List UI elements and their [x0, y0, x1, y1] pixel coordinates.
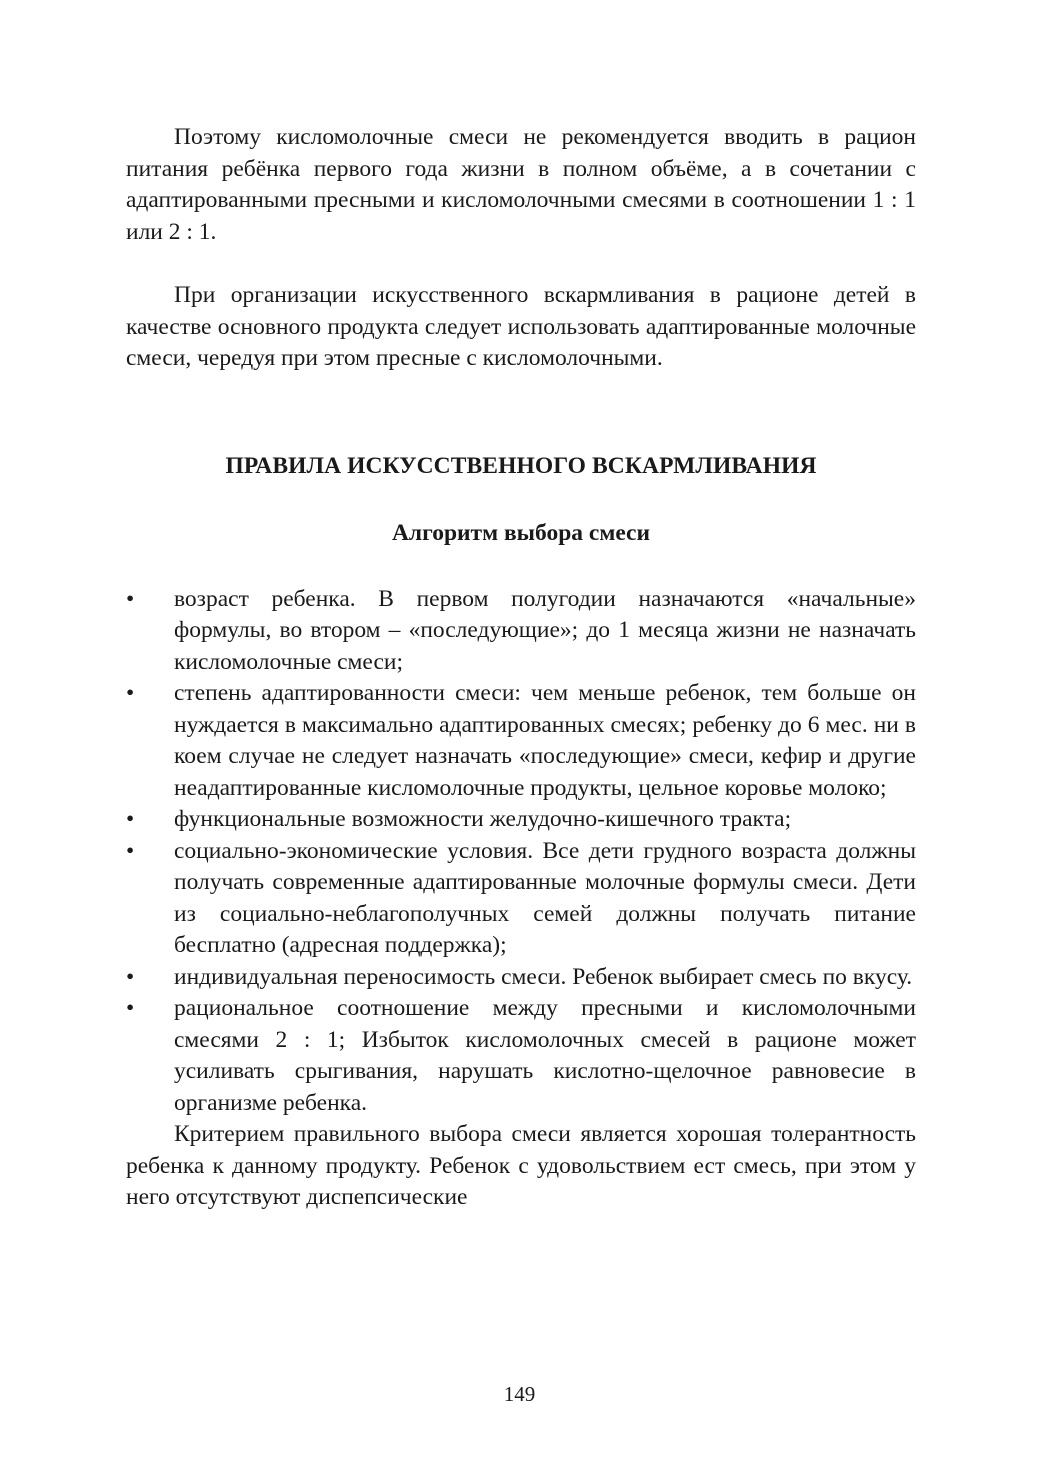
bullet-icon: • [126, 963, 135, 990]
page-number: 149 [503, 1382, 536, 1406]
document-page [126, 122, 916, 1214]
list-item [126, 584, 916, 679]
section-title: ПРАВИЛА ИСКУССТВЕННОГО ВСКАРМЛИВАНИЯ [225, 452, 817, 479]
list-item-text: индивидуальная переносимость смеси. Ребенок выбирает смесь по вкусу. [174, 963, 913, 990]
subsection-title: Алгоритм выбора смеси [391, 520, 651, 546]
list-item [126, 836, 916, 962]
bullet-icon: • [126, 806, 135, 832]
list-item-text: возраст ребенка. В первом полугодии назначаются «начальные» формулы, во втором – «последующие»; до 1 месяца жизни не назначать кисломолочные смеси; [174, 585, 916, 675]
criteria-list [126, 584, 916, 1120]
list-item-text: степень адаптированности смеси: чем меньше ребенок, тем больше он нуждается в максимально адаптированных смесях; ребенку до 6 мес. ни в коем случае не следует назначать «последующие» смеси, кефир и другие неадаптированные кисломолочные продукты, цельное коровье молоко; [174, 680, 916, 801]
closing-paragraph: Критерием правильного выбора смеси является хорошая толерантность ребенка к данному продукту. Ребенок с удовольствием ест смесь, при этом у него отсутствуют диспепсические [126, 1121, 916, 1210]
list-item-text: социально-экономические условия. Все дети грудного возраста должны получать современные адаптированные молочные формулы смеси. Дети из социально-неблагополучных семей должны получать питание бесплатно (адресная поддержка); [174, 837, 916, 958]
intro-paragraph-1: Поэтому кисломолочные смеси не рекомендуется вводить в рацион питания ребёнка первого года жизни в полном объёме, а в сочетании с адаптированными пресными и кисломолочными смесями в соотношении 1 : 1 или 2 : 1. [126, 124, 916, 245]
list-item [126, 962, 916, 994]
intro-paragraph-2: При организации искусственного вскармливания в рационе детей в качестве основного продукта следует использовать адаптированные молочные смеси, чередуя при этом пресные с кисломолочными. [126, 282, 916, 371]
list-item [126, 804, 916, 836]
bullet-icon: • [126, 837, 135, 864]
list-item [126, 993, 916, 1119]
bullet-icon: • [126, 585, 135, 612]
list-item-text: рациональное соотношение между пресными и кисломолочными смесями 2 : 1; Избыток кисломолочных смесей в рационе может усиливать срыгивания, нарушать кислотно-щелочное равновесие в организме ребенка. [174, 995, 916, 1116]
list-item [126, 678, 916, 804]
bullet-icon: • [126, 995, 135, 1021]
list-item-text: функциональные возможности желудочно-кишечного тракта; [174, 806, 792, 832]
bullet-icon: • [126, 680, 135, 706]
